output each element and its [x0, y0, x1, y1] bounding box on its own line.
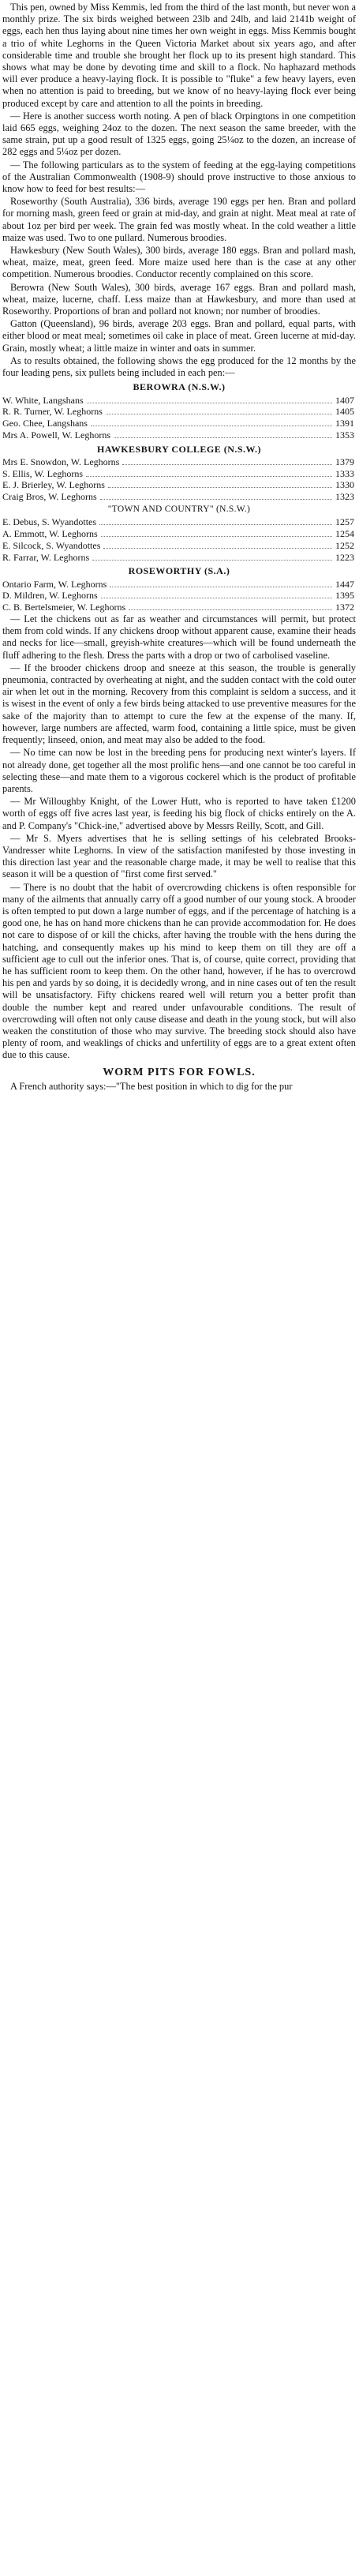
egg-count: 1379: [335, 456, 354, 467]
egg-count: 1223: [335, 551, 354, 563]
intro-section: [2, 2, 356, 379]
egg-count: 1333: [335, 467, 354, 479]
entrant-name: Mrs A. Powell, W. Leghorns: [2, 429, 111, 441]
results-row: [2, 406, 356, 418]
dot-leader: [122, 464, 332, 465]
article-paragraph: Hawkesbury (New South Wales), 300 birds, average 180 eggs. Bran and pollard mash, wheat, maize, meat, green feed. More maize used here than is the case at any other competition. Numerous broodies. Conductor recently complained on this score.: [2, 245, 356, 280]
article-paragraph: — Let the chickens out as far as weather and circumstances will permit, but protect them from cold winds. If any chickens droop without apparent cause, examine their heads and necks for lice—small, greyish-white creatures—which will be found underneath the fluff adhering to the flesh. Dress the parts with a drop or two of carbolised vaseline.: [2, 613, 356, 661]
entrant-name: R. R. Turner, W. Leghorns: [2, 406, 103, 418]
entrant-name: Craig Bros, W. Leghorns: [2, 491, 97, 503]
dot-leader: [92, 560, 332, 561]
article-paragraph: — Here is another success worth noting. A pen of black Orpingtons in one competition laid 665 eggs, weighing 24oz to the dozen. The next season the same breeder, with the same strain, put up a good result of 1325 eggs, going 25¼oz to the dozen, an increase of 282 eggs and 5¼oz per dozen.: [2, 110, 356, 158]
results-row: [2, 528, 356, 540]
article-paragraph: Roseworthy (South Australia), 336 birds, average 190 eggs per hen. Bran and pollard for morning mash, green feed or grain at mid-day, and grain at night. Meat meal at rate of about 1oz per bird per week. The grain fed was mostly wheat. In the cold weather a little maize was used. Two to one pullard. Numerous broodies.: [2, 196, 356, 243]
results-row: [2, 418, 356, 429]
dot-leader: [86, 476, 332, 477]
article-paragraph: Berowra (New South Wales), 300 birds, average 167 eggs. Bran and pollard mash, wheat, maize, lucerne, chaff. Less maize than at Hawkesbury, and more than used at Roseworthy. Proportions of bran and pollard not known; nor number of broodies.: [2, 281, 356, 317]
entrant-name: E. Silcock, S. Wyandottes: [2, 539, 101, 551]
article-paragraph: — If the brooder chickens droop and sneeze at this season, the trouble is generally pneumonia, contracted by overheating at night, and the sudden contact with the cold outer air when let out in the morning. Recovery from this complaint is seldom a success, and it is wisest in the event of only a few birds being attacked to use preventive measures for the sake of the majority than to attempt to cure the few at the expense of the many. If, however, large numbers are affected, warm food, containing a little spice, must be given frequently; linseed, onion, and meat may also be added to the food.: [2, 662, 356, 746]
results-row: [2, 395, 356, 407]
results-row: [2, 579, 356, 591]
results-row: [2, 602, 356, 613]
entrant-name: C. B. Bertelsmeier, W. Leghorns: [2, 602, 126, 613]
dot-leader: [103, 548, 332, 549]
results-row: [2, 540, 356, 552]
egg-count: 1252: [335, 539, 354, 551]
egg-count: 1447: [335, 578, 354, 590]
worm-pits-section: [2, 1067, 356, 1093]
entrant-name: R. Farrar, W. Leghorns: [2, 551, 90, 563]
article-paragraph: As to results obtained, the following shows the egg produced for the 12 months by the four leading pens, six pullets being included in each pen:—: [2, 354, 356, 379]
article-paragraph: — The following particulars as to the system of feeding at the egg-laying competitions of the Australian Commonwealth (1908-9) should prove instructive to those anxious to know how to feed for best results:—: [2, 159, 356, 195]
results-row: [2, 491, 356, 503]
dot-leader: [114, 437, 332, 438]
results-group-heading: ROSEWORTHY (S.A.): [128, 565, 230, 577]
egg-count: 1323: [335, 491, 354, 503]
egg-count: 1395: [335, 590, 354, 602]
results-row: [2, 456, 356, 468]
entrant-name: S. Ellis, W. Leghorns: [2, 467, 84, 479]
section-title: WORM PITS FOR FOWLS.: [103, 1066, 256, 1078]
entrant-name: E. J. Brierley, W. Leghorns: [2, 479, 105, 491]
dot-leader: [99, 524, 332, 525]
egg-count: 1257: [335, 516, 354, 528]
article-paragraph: — Mr S. Myers advertises that he is selling settings of his celebrated Brooks-Vandresser white Leghorns. In view of the satisfaction manifested by those investing in this direction last year and the reasonable charge made, it may be well to realise that this season it will be a question of "first come first served.": [2, 832, 356, 880]
egg-count: 1405: [335, 406, 354, 418]
article-paragraph: — No time can now be lost in the breeding pens for producing next winter's layers. If not already done, get together all the most prolific hens—and one cannot be too careful in selecting these—and mate them to a vigorous cockerel which is the product of profitable parents.: [2, 747, 356, 794]
entrant-name: Mrs E. Snowdon, W. Leghorns: [2, 456, 120, 467]
egg-count: 1353: [335, 429, 354, 441]
article-paragraph: A French authority says:—"The best position in which to dig for the pur: [10, 1080, 293, 1092]
entrant-name: E. Debus, S. Wyandottes: [2, 516, 97, 528]
article-paragraph: — There is no doubt that the habit of overcrowding chickens is often responsible for many of the ailments that annually carry off a good number of our young stock. A brooder is often tempted to put down a large number of eggs, and if the percentage of hatching is a good one, he has on hand more chickens than he can provide accommodation for. He does not care to dispose of or kill the chicks, after having the trouble with the hens during the hatching, and consequently makes up his mind to keep them on till they are off a sufficient age to cull out the inferior ones. That is, of course, quite correct, providing that he has sufficient room to keep them. On the other hand, however, if he has to overcrowd his pen and yards by so doing, it is decidedly wrong, and in nine cases out of ten the result will be unsatisfactory. Fifty chickens reared well will return you a better profit than double the number kept and reared under unfavourable conditions. The result of overcrowding will often not only cause disease and death in the young stock, but will also weaken the constitution of those who may survive. The breeding stock should also have plenty of room, and weaklings of chicks and unfertility of eggs are to a great extent often due to this cause.: [2, 881, 356, 1061]
egg-count: 1391: [335, 418, 354, 429]
entrant-name: W. White, Langshans: [2, 394, 84, 406]
dot-leader: [101, 536, 332, 537]
egg-count: 1407: [335, 394, 354, 406]
results-table: [2, 381, 356, 613]
results-row: [2, 468, 356, 480]
dot-leader: [100, 499, 332, 500]
results-group-heading: "TOWN AND COUNTRY" (N.S.W.): [107, 504, 251, 515]
entrant-name: A. Emmott, W. Leghorns: [2, 528, 98, 540]
egg-count: 1372: [335, 602, 354, 613]
entrant-name: Geo. Chee, Langshans: [2, 418, 88, 429]
entrant-name: Ontario Farm, W. Leghorns: [2, 578, 107, 590]
egg-count: 1330: [335, 479, 354, 491]
dot-leader: [129, 609, 332, 610]
results-row: [2, 479, 356, 491]
results-row: [2, 429, 356, 441]
after-section: [2, 613, 356, 1062]
entrant-name: D. Mildren, W. Leghorns: [2, 590, 98, 602]
article-paragraph: Gatton (Queensland), 96 birds, average 203 eggs. Bran and pollard, equal parts, with either blood or meat meal; sometimes oil cake in place of meat. Green lucerne at mid-day. Grain, mostly wheat; a little maize in winter and oats in summer.: [2, 318, 356, 354]
egg-count: 1254: [335, 528, 354, 540]
results-row: [2, 516, 356, 528]
article-paragraph: — Mr Willoughby Knight, of the Lower Hutt, who is reported to have taken £1200 worth of eggs off five acres last year, is feeding his big flock of chicks entirely on the A. and P. Company's "Chick-ine," advertised above by Messrs Reilly, Scott, and Gill.: [2, 796, 356, 831]
results-group-heading: BEROWRA (N.S.W.): [133, 381, 226, 393]
results-row: [2, 552, 356, 564]
results-group-heading: HAWKESBURY COLLEGE (N.S.W.): [97, 443, 261, 455]
results-row: [2, 590, 356, 602]
article-paragraph: This pen, owned by Miss Kemmis, led from the third of the last month, but never won a monthly prize. The six birds weighed between 23lb and 24lb, and laid 2141b weight of eggs, each hen thus laying about nine times her own weight in eggs. Miss Kemmis bought a trio of white Leghorns in the Queen Victoria Market about six years ago, and after considerable time and trouble she brought her flock up to its present high standard. This shows what may be done by devoting time and skill to a flock. No haphazard methods will ever produce a heavy-laying flock. It is possible to "fluke" a few heavy layers, even when no attention is paid to breeding, but we know of no heavy-laying flock ever being produced except by care and attention to all the points in breeding.: [2, 2, 356, 109]
dot-leader: [108, 487, 332, 488]
